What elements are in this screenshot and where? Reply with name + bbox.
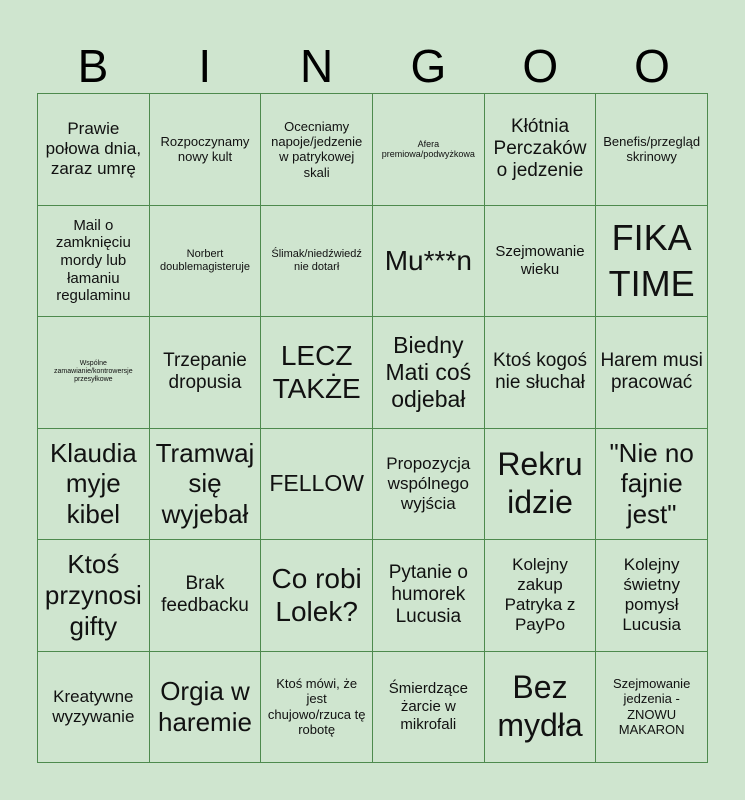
bingo-cell[interactable]: Pytanie o humorek Lucusia xyxy=(373,540,485,652)
bingo-cell[interactable]: Kolejny świetny pomysł Lucusia xyxy=(596,540,708,652)
bingo-header xyxy=(37,38,708,94)
header-letter-g: G xyxy=(410,40,447,92)
bingo-cell[interactable]: Wspólne zamawianie/kontrowersje przesyłkowe xyxy=(38,317,150,429)
bingo-cell[interactable]: Kłótnia Perczaków o jedzenie xyxy=(485,94,597,206)
bingo-cell[interactable]: Norbert doublemagisteruje xyxy=(150,206,262,318)
bingo-cell[interactable]: Klaudia myje kibel xyxy=(38,429,150,541)
header-letter-n: N xyxy=(299,40,334,92)
bingo-cell[interactable]: Kreatywne wyzywanie xyxy=(38,652,150,764)
bingo-cell[interactable]: Szejmowanie jedzenia - ZNOWU MAKARON xyxy=(596,652,708,764)
bingo-cell[interactable]: Co robi Lolek? xyxy=(261,540,373,652)
bingo-cell[interactable]: LECZ TAKŻE xyxy=(261,317,373,429)
bingo-cell[interactable]: Afera premiowa/podwyżkowa xyxy=(373,94,485,206)
bingo-cell[interactable]: Ktoś mówi, że jest chujowo/rzuca tę robotę xyxy=(261,652,373,764)
bingo-cell[interactable]: Ślimak/niedźwiedź nie dotarł xyxy=(261,206,373,318)
header-letter-o: O xyxy=(522,40,559,92)
bingo-cell[interactable]: Brak feedbacku xyxy=(150,540,262,652)
bingo-grid xyxy=(37,93,708,763)
bingo-cell[interactable]: Biedny Mati coś odjebał xyxy=(373,317,485,429)
bingo-cell[interactable]: Benefis/przegląd skrinowy xyxy=(596,94,708,206)
header-letter-b: B xyxy=(77,40,109,92)
bingo-cell[interactable]: Ktoś kogoś nie słuchał xyxy=(485,317,597,429)
header-letter-o-2: O xyxy=(634,40,670,92)
header-letter-i: I xyxy=(198,40,212,92)
bingo-cell[interactable]: Śmierdzące żarcie w mikrofali xyxy=(373,652,485,764)
bingo-cell[interactable]: Orgia w haremie xyxy=(150,652,262,764)
bingo-cell[interactable]: Rozpoczynamy nowy kult xyxy=(150,94,262,206)
bingo-cell[interactable]: Rekru idzie xyxy=(485,429,597,541)
bingo-cell[interactable]: Mail o zamknięciu mordy lub łamaniu regulaminu xyxy=(38,206,150,318)
bingo-cell[interactable]: Szejmowanie wieku xyxy=(485,206,597,318)
bingo-cell[interactable]: Propozycja wspólnego wyjścia xyxy=(373,429,485,541)
bingo-cell[interactable]: Prawie połowa dnia, zaraz umrę xyxy=(38,94,150,206)
bingo-cell[interactable]: Harem musi pracować xyxy=(596,317,708,429)
bingo-cell[interactable]: Ocecniamy napoje/jedzenie w patrykowej skali xyxy=(261,94,373,206)
bingo-cell[interactable]: FIKA TIME xyxy=(596,206,708,318)
bingo-cell[interactable]: Trzepanie dropusia xyxy=(150,317,262,429)
bingo-cell[interactable]: Kolejny zakup Patryka z PayPo xyxy=(485,540,597,652)
bingo-cell[interactable]: Bez mydła xyxy=(485,652,597,764)
bingo-cell[interactable]: Ktoś przynosi gifty xyxy=(38,540,150,652)
bingo-cell[interactable]: Mu***n xyxy=(373,206,485,318)
bingo-cell[interactable]: FELLOW xyxy=(261,429,373,541)
bingo-cell[interactable]: Tramwaj się wyjebał xyxy=(150,429,262,541)
bingo-cell[interactable]: "Nie no fajnie jest" xyxy=(596,429,708,541)
